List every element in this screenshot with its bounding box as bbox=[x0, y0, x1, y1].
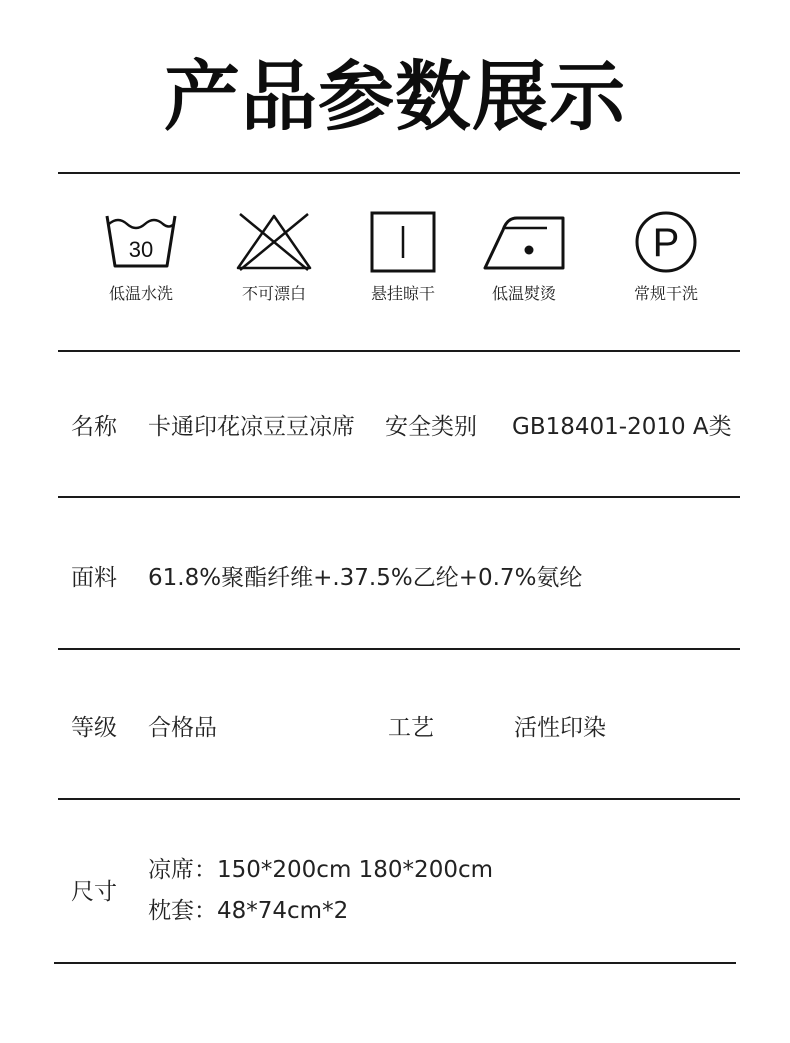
svg-text:30: 30 bbox=[128, 237, 154, 262]
spec-label-safety: 安全类别 bbox=[385, 414, 477, 440]
spec-value-name: 卡通印花凉豆豆凉席 bbox=[148, 414, 355, 440]
divider-2 bbox=[58, 496, 740, 498]
care-item-hang-dry bbox=[343, 210, 463, 304]
divider-bottom bbox=[54, 962, 736, 964]
spec-label-fabric: 面料 bbox=[71, 565, 117, 591]
divider-3 bbox=[58, 648, 740, 650]
spec-label-craft: 工艺 bbox=[388, 715, 434, 741]
page-title: 产品参数展示 bbox=[164, 52, 626, 141]
spec-value-grade: 合格品 bbox=[148, 715, 217, 741]
divider-1 bbox=[58, 350, 740, 352]
svg-text:P: P bbox=[652, 221, 680, 265]
spec-value-safety: GB18401-2010 A类 bbox=[512, 414, 732, 440]
dry-clean-p-icon bbox=[627, 210, 705, 274]
care-item-no-bleach bbox=[214, 210, 334, 304]
care-label-hang-dry: 悬挂晾干 bbox=[370, 284, 435, 303]
divider-4 bbox=[58, 798, 740, 800]
care-label-no-bleach: 不可漂白 bbox=[241, 284, 306, 303]
hang-dry-icon bbox=[369, 210, 437, 274]
care-label-iron: 低温熨烫 bbox=[491, 284, 556, 303]
spec-label-grade: 等级 bbox=[71, 715, 117, 741]
spec-value-size-mat: 凉席：150*200cm 180*200cm bbox=[148, 857, 494, 883]
care-label-wash: 低温水洗 bbox=[108, 284, 173, 303]
spec-value-size-pillow: 枕套：48*74cm*2 bbox=[148, 898, 349, 924]
spec-value-fabric: 61.8%聚酯纤维+.37.5%乙纶+0.7%氨纶 bbox=[148, 565, 583, 591]
iron-low-icon bbox=[479, 210, 569, 274]
spec-label-size: 尺寸 bbox=[71, 879, 117, 905]
care-item-iron bbox=[464, 210, 584, 304]
spec-label-name: 名称 bbox=[71, 414, 117, 440]
divider-top bbox=[58, 172, 740, 174]
care-item-wash bbox=[81, 210, 201, 304]
care-item-dry-clean bbox=[606, 210, 726, 304]
spec-value-craft: 活性印染 bbox=[514, 715, 606, 741]
care-label-dry-clean: 常规干洗 bbox=[633, 284, 698, 303]
no-bleach-icon bbox=[234, 210, 314, 274]
wash-30-icon bbox=[103, 210, 179, 274]
